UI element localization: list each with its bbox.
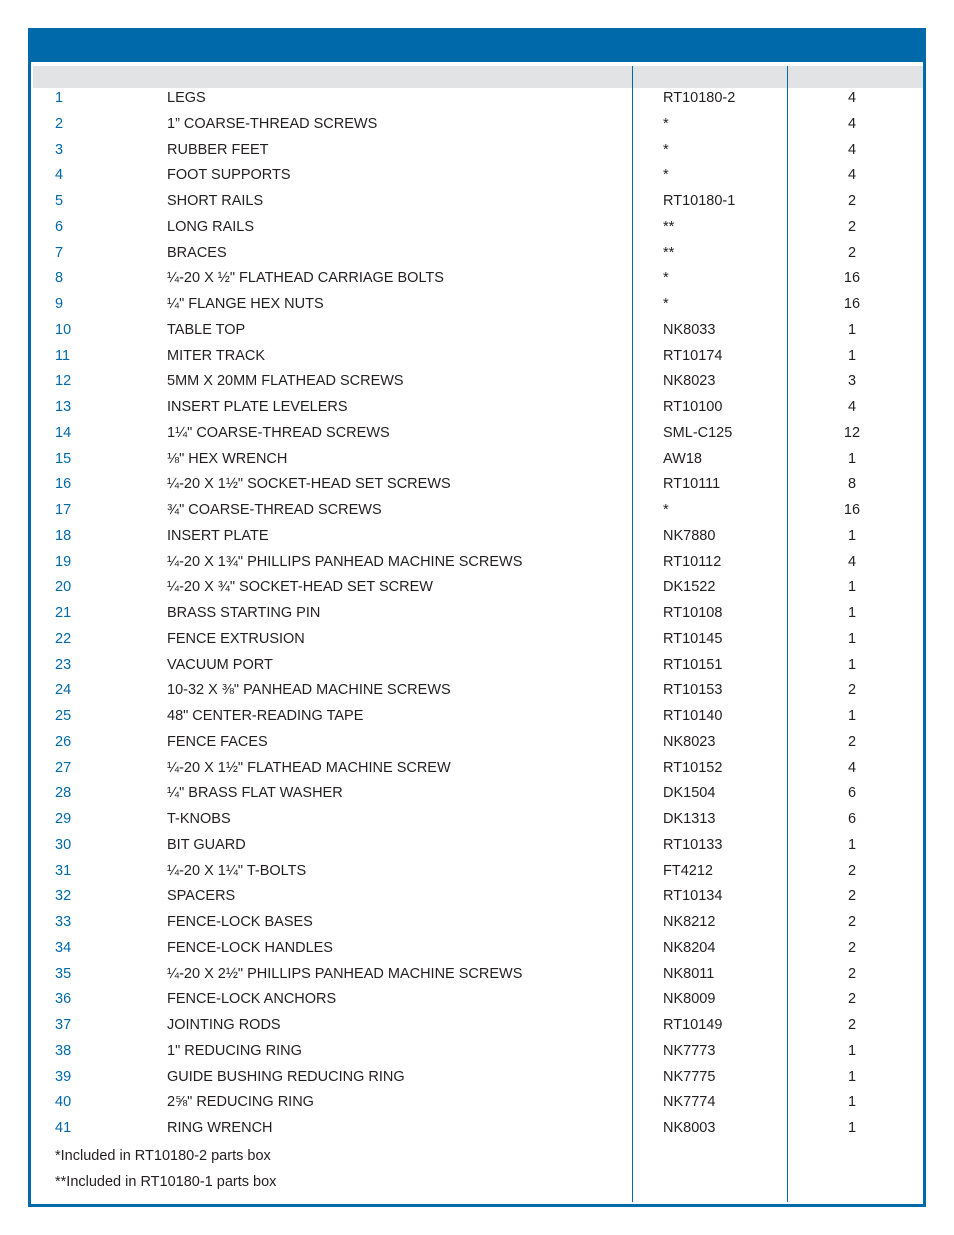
table-row	[31, 344, 923, 370]
part-quantity: 2	[847, 888, 857, 905]
part-code: RT10152	[663, 759, 723, 776]
part-number: 36	[55, 991, 72, 1008]
part-code: NK8204	[663, 939, 716, 956]
part-number: 22	[55, 630, 72, 647]
part-number: 3	[55, 141, 64, 158]
table-row	[31, 781, 923, 807]
table-row	[31, 884, 923, 910]
table-row	[31, 421, 923, 447]
table-row	[31, 472, 923, 498]
part-code: RT10100	[663, 399, 723, 415]
table-row	[31, 112, 923, 138]
part-quantity: 16	[843, 296, 861, 312]
part-description: 10-32 X ⅜" PANHEAD MACHINE SCREWS	[167, 682, 451, 699]
part-quantity: 1	[847, 527, 857, 544]
footnote: **Included in RT10180-1 parts box	[55, 1173, 277, 1190]
part-quantity: 2	[847, 991, 857, 1008]
part-code: RT10153	[663, 682, 723, 699]
table-row	[31, 86, 923, 112]
table-row	[31, 163, 923, 189]
part-number: 30	[55, 836, 72, 853]
table-row	[31, 653, 923, 679]
part-quantity: 2	[847, 939, 857, 956]
part-description: GUIDE BUSHING REDUCING RING	[167, 1068, 405, 1085]
part-quantity: 2	[847, 862, 857, 879]
part-description: JOINTING RODS	[167, 1017, 281, 1033]
part-description: LONG RAILS	[167, 218, 255, 235]
part-quantity: 2	[847, 218, 857, 235]
part-quantity: 1	[847, 630, 857, 647]
part-quantity: 2	[847, 193, 857, 209]
part-code: FT4212	[663, 862, 713, 879]
part-quantity: 6	[847, 785, 857, 802]
table-row	[31, 859, 923, 885]
table-row	[31, 266, 923, 292]
part-description: 1" REDUCING RING	[167, 1042, 302, 1059]
part-number: 6	[55, 218, 64, 235]
part-quantity: 8	[847, 476, 857, 493]
part-code: SML-C125	[663, 424, 733, 441]
parts-table-body	[31, 86, 923, 1142]
part-description: ¼-20 X 2½" PHILLIPS PANHEAD MACHINE SCREWS	[167, 965, 523, 982]
part-quantity: 1	[847, 1068, 857, 1085]
part-description: FENCE-LOCK BASES	[167, 914, 313, 930]
part-quantity: 1	[847, 836, 857, 853]
table-row	[31, 1039, 923, 1065]
part-number: 31	[55, 862, 72, 879]
part-number: 35	[55, 965, 72, 982]
table-row	[31, 395, 923, 421]
part-description: BRASS STARTING PIN	[167, 605, 321, 621]
part-quantity: 4	[847, 399, 857, 415]
part-description: ¼-20 X 1¾" PHILLIPS PANHEAD MACHINE SCREWS	[167, 553, 523, 570]
part-quantity: 16	[843, 502, 861, 518]
part-code: NK7774	[663, 1094, 716, 1111]
part-number: 28	[55, 785, 72, 802]
table-row	[31, 369, 923, 395]
part-description: TABLE TOP	[167, 321, 246, 338]
part-number: 14	[55, 424, 72, 441]
part-number: 39	[55, 1068, 72, 1085]
part-description: 1” COARSE-THREAD SCREWS	[167, 115, 378, 132]
part-code: NK7880	[663, 527, 716, 544]
part-quantity: 6	[847, 811, 857, 827]
part-code: NK8003	[663, 1120, 716, 1136]
part-description: ¼" BRASS FLAT WASHER	[167, 785, 343, 802]
table-row	[31, 1090, 923, 1116]
part-number: 17	[55, 502, 72, 518]
part-description: BIT GUARD	[167, 836, 246, 853]
table-row	[31, 447, 923, 473]
table-row	[31, 807, 923, 833]
part-quantity: 2	[847, 682, 857, 699]
part-code: *	[663, 502, 669, 518]
part-code: *	[663, 167, 669, 184]
part-quantity: 1	[847, 450, 857, 467]
part-quantity: 2	[847, 965, 857, 982]
table-row	[31, 962, 923, 988]
part-number: 26	[55, 733, 72, 750]
table-row	[31, 318, 923, 344]
part-code: DK1313	[663, 811, 716, 827]
part-code: *	[663, 270, 669, 287]
part-number: 20	[55, 579, 72, 596]
table-row	[31, 189, 923, 215]
part-number: 29	[55, 811, 72, 827]
table-row	[31, 704, 923, 730]
table-row	[31, 575, 923, 601]
part-quantity: 4	[847, 759, 857, 776]
part-number: 7	[55, 244, 64, 261]
part-description: 5MM X 20MM FLATHEAD SCREWS	[167, 373, 404, 390]
part-number: 13	[55, 399, 72, 415]
part-code: DK1504	[663, 785, 716, 802]
part-number: 21	[55, 605, 72, 621]
part-description: INSERT PLATE	[167, 527, 269, 544]
part-description: 48" CENTER-READING TAPE	[167, 708, 364, 724]
part-description: ¾" COARSE-THREAD SCREWS	[167, 502, 382, 518]
part-description: FOOT SUPPORTS	[167, 167, 291, 184]
table-row	[31, 730, 923, 756]
part-description: ⅛" HEX WRENCH	[167, 450, 288, 467]
table-row	[31, 1116, 923, 1142]
part-quantity: 2	[847, 733, 857, 750]
part-number: 41	[55, 1120, 72, 1136]
table-row	[31, 1013, 923, 1039]
part-number: 1	[55, 90, 64, 106]
part-quantity: 4	[847, 115, 857, 132]
part-description: ¼-20 X 1¼" T-BOLTS	[167, 862, 307, 879]
part-number: 37	[55, 1017, 72, 1033]
part-quantity: 1	[847, 708, 857, 724]
part-quantity: 4	[847, 90, 857, 106]
part-quantity: 4	[847, 141, 857, 158]
part-number: 40	[55, 1094, 72, 1111]
part-code: RT10149	[663, 1017, 723, 1033]
part-code: NK8011	[663, 965, 715, 982]
table-row	[31, 627, 923, 653]
part-number: 11	[55, 347, 71, 364]
footnotes	[55, 1144, 276, 1196]
part-quantity: 1	[847, 1120, 857, 1136]
part-description: 2⅝" REDUCING RING	[167, 1094, 314, 1111]
part-code: RT10112	[663, 553, 722, 570]
table-row	[31, 215, 923, 241]
part-description: BRACES	[167, 244, 227, 261]
part-number: 18	[55, 527, 72, 544]
part-quantity: 1	[847, 579, 857, 596]
part-code: NK8033	[663, 321, 716, 338]
part-description: VACUUM PORT	[167, 656, 273, 673]
part-description: RUBBER FEET	[167, 141, 269, 158]
part-number: 8	[55, 270, 64, 287]
part-number: 19	[55, 553, 72, 570]
parts-list-frame	[28, 28, 926, 1207]
part-code: NK8212	[663, 914, 716, 930]
part-code: *	[663, 115, 669, 132]
table-row	[31, 987, 923, 1013]
part-description: ¼-20 X 1½" FLATHEAD MACHINE SCREW	[167, 759, 451, 776]
column-header-row	[33, 66, 923, 88]
part-code: AW18	[663, 450, 702, 467]
part-code: DK1522	[663, 579, 716, 596]
part-code: RT10180-1	[663, 193, 736, 209]
part-number: 27	[55, 759, 72, 776]
part-code: NK7773	[663, 1042, 716, 1059]
table-row	[31, 601, 923, 627]
part-quantity: 4	[847, 553, 857, 570]
part-number: 33	[55, 914, 72, 930]
part-description: MITER TRACK	[167, 347, 266, 364]
part-code: NK8023	[663, 373, 716, 390]
part-description: ¼-20 X ¾" SOCKET-HEAD SET SCREW	[167, 579, 433, 596]
footnote: *Included in RT10180-2 parts box	[55, 1148, 271, 1164]
part-description: ¼-20 X 1½" SOCKET-HEAD SET SCREWS	[167, 476, 451, 493]
part-description: INSERT PLATE LEVELERS	[167, 399, 348, 415]
table-row	[31, 936, 923, 962]
part-quantity: 1	[847, 656, 857, 673]
table-row	[31, 524, 923, 550]
part-description: SPACERS	[167, 888, 236, 905]
part-description: FENCE FACES	[167, 733, 268, 750]
part-quantity: 4	[847, 167, 857, 184]
table-row	[31, 241, 923, 267]
part-description: T-KNOBS	[167, 811, 231, 827]
part-quantity: 2	[847, 914, 857, 930]
part-quantity: 1	[847, 321, 857, 338]
part-quantity: 1	[847, 347, 857, 364]
part-description: ¼-20 X ½" FLATHEAD CARRIAGE BOLTS	[167, 270, 444, 287]
part-number: 15	[55, 450, 72, 467]
part-number: 38	[55, 1042, 72, 1059]
part-description: RING WRENCH	[167, 1120, 273, 1136]
part-code: **	[663, 218, 675, 235]
part-code: RT10134	[663, 888, 723, 905]
part-description: FENCE-LOCK HANDLES	[167, 939, 333, 956]
table-row	[31, 1065, 923, 1091]
part-code: NK8023	[663, 733, 716, 750]
part-code: NK8009	[663, 991, 716, 1008]
part-description: FENCE EXTRUSION	[167, 630, 305, 647]
table-row	[31, 550, 923, 576]
table-row	[31, 833, 923, 859]
part-code: RT10108	[663, 605, 723, 621]
part-quantity: 16	[843, 270, 861, 287]
table-row	[31, 138, 923, 164]
part-quantity: 12	[843, 424, 861, 441]
part-number: 24	[55, 682, 72, 699]
part-quantity: 1	[847, 1094, 857, 1111]
part-number: 32	[55, 888, 72, 905]
table-row	[31, 292, 923, 318]
part-code: *	[663, 141, 669, 158]
part-number: 34	[55, 939, 72, 956]
table-row	[31, 910, 923, 936]
part-number: 10	[55, 321, 72, 338]
part-number: 25	[55, 708, 72, 724]
part-description: 1¼" COARSE-THREAD SCREWS	[167, 424, 390, 441]
part-code: RT10111	[663, 476, 721, 493]
part-number: 16	[55, 476, 72, 493]
part-number: 12	[55, 373, 72, 390]
part-quantity: 1	[847, 605, 857, 621]
part-number: 5	[55, 193, 64, 209]
part-description: ¼" FLANGE HEX NUTS	[167, 296, 324, 312]
part-number: 2	[55, 115, 64, 132]
part-code: RT10145	[663, 630, 723, 647]
part-number: 4	[55, 167, 64, 184]
part-description: FENCE-LOCK ANCHORS	[167, 991, 337, 1008]
part-code: RT10151	[663, 656, 723, 673]
part-code: RT10180-2	[663, 90, 736, 106]
part-number: 9	[55, 296, 64, 312]
part-quantity: 2	[847, 244, 857, 261]
part-description: SHORT RAILS	[167, 193, 264, 209]
table-row	[31, 678, 923, 704]
part-number: 23	[55, 656, 72, 673]
part-code: **	[663, 244, 675, 261]
part-quantity: 3	[847, 373, 857, 390]
part-code: RT10140	[663, 708, 723, 724]
part-code: *	[663, 296, 669, 312]
part-quantity: 2	[847, 1017, 857, 1033]
part-code: RT10174	[663, 347, 723, 364]
title-bar	[31, 28, 923, 62]
table-row	[31, 756, 923, 782]
part-quantity: 1	[847, 1042, 857, 1059]
part-code: RT10133	[663, 836, 723, 853]
table-row	[31, 498, 923, 524]
part-description: LEGS	[167, 90, 206, 106]
part-code: NK7775	[663, 1068, 716, 1085]
